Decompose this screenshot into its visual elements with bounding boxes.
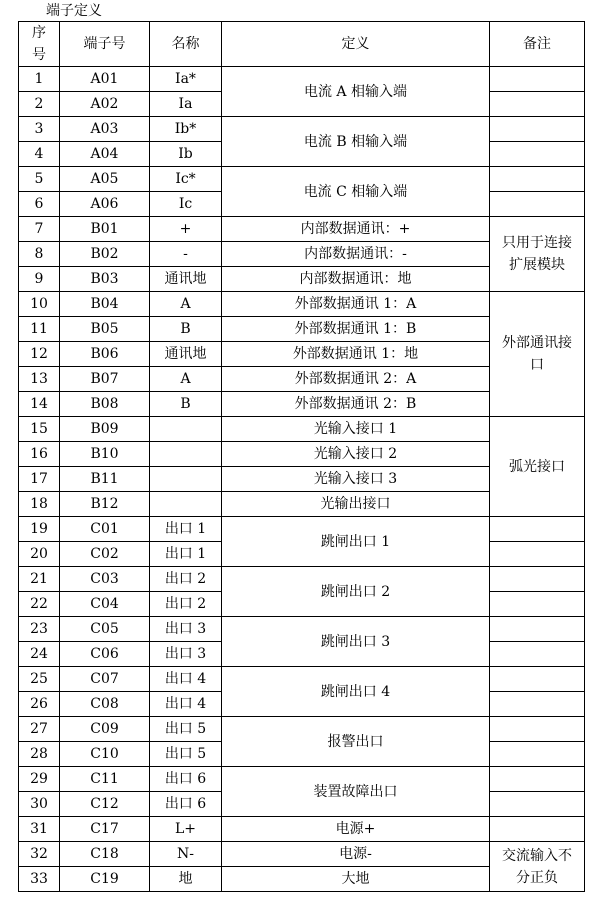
cell-terminal: C06 xyxy=(60,642,150,667)
cell-definition: 跳闸出口 3 xyxy=(222,617,490,667)
cell-definition: 电源- xyxy=(222,842,490,867)
cell-note xyxy=(490,717,585,742)
table-row xyxy=(19,567,585,592)
cell-terminal: B03 xyxy=(60,267,150,292)
cell-seq: 3 xyxy=(19,117,60,142)
cell-terminal: A01 xyxy=(60,67,150,92)
cell-seq: 25 xyxy=(19,667,60,692)
cell-terminal: A02 xyxy=(60,92,150,117)
cell-name: Ic xyxy=(150,192,222,217)
cell-terminal: C18 xyxy=(60,842,150,867)
cell-terminal: A03 xyxy=(60,117,150,142)
cell-terminal: C09 xyxy=(60,717,150,742)
cell-terminal: C08 xyxy=(60,692,150,717)
cell-definition: 跳闸出口 2 xyxy=(222,567,490,617)
cell-definition: 外部数据通讯 2：A xyxy=(222,367,490,392)
cell-seq: 23 xyxy=(19,617,60,642)
cell-seq: 4 xyxy=(19,142,60,167)
cell-terminal: C19 xyxy=(60,867,150,892)
cell-note xyxy=(490,517,585,542)
cell-seq: 26 xyxy=(19,692,60,717)
cell-note: 外部通讯接口 xyxy=(490,292,585,417)
cell-note xyxy=(490,742,585,767)
cell-name: + xyxy=(150,217,222,242)
table-row xyxy=(19,167,585,192)
table-caption: 端子定义 xyxy=(46,3,102,19)
cell-terminal: C01 xyxy=(60,517,150,542)
cell-name: B xyxy=(150,392,222,417)
table-body xyxy=(19,67,585,892)
cell-note: 交流输入不分正负 xyxy=(490,842,585,892)
cell-name: B xyxy=(150,317,222,342)
cell-terminal: B09 xyxy=(60,417,150,442)
header-name: 名称 xyxy=(150,22,222,67)
table-row xyxy=(19,842,585,867)
cell-name: Ic* xyxy=(150,167,222,192)
cell-note xyxy=(490,92,585,117)
cell-definition: 内部数据通讯：地 xyxy=(222,267,490,292)
cell-definition: 电流 C 相输入端 xyxy=(222,167,490,217)
cell-definition: 光输出接口 xyxy=(222,492,490,517)
cell-seq: 22 xyxy=(19,592,60,617)
table-row xyxy=(19,767,585,792)
table-row xyxy=(19,292,585,317)
cell-definition: 内部数据通讯：+ xyxy=(222,217,490,242)
cell-note xyxy=(490,542,585,567)
cell-name: 地 xyxy=(150,867,222,892)
cell-terminal: B11 xyxy=(60,467,150,492)
cell-name: N- xyxy=(150,842,222,867)
cell-note xyxy=(490,167,585,192)
cell-seq: 6 xyxy=(19,192,60,217)
cell-note xyxy=(490,667,585,692)
cell-terminal: B01 xyxy=(60,217,150,242)
cell-definition: 外部数据通讯 1：A xyxy=(222,292,490,317)
cell-seq: 5 xyxy=(19,167,60,192)
cell-name: 出口 3 xyxy=(150,642,222,667)
cell-definition: 光输入接口 3 xyxy=(222,467,490,492)
cell-terminal: B10 xyxy=(60,442,150,467)
cell-definition: 跳闸出口 4 xyxy=(222,667,490,717)
table-row xyxy=(19,817,585,842)
cell-name xyxy=(150,492,222,517)
cell-terminal: B08 xyxy=(60,392,150,417)
cell-terminal: C17 xyxy=(60,817,150,842)
cell-name: L+ xyxy=(150,817,222,842)
cell-seq: 27 xyxy=(19,717,60,742)
table-row xyxy=(19,217,585,242)
cell-note xyxy=(490,692,585,717)
cell-seq: 21 xyxy=(19,567,60,592)
cell-name: 出口 1 xyxy=(150,517,222,542)
cell-name: 出口 3 xyxy=(150,617,222,642)
cell-note xyxy=(490,67,585,92)
cell-seq: 1 xyxy=(19,67,60,92)
cell-name xyxy=(150,467,222,492)
cell-note xyxy=(490,817,585,842)
cell-seq: 24 xyxy=(19,642,60,667)
cell-seq: 9 xyxy=(19,267,60,292)
cell-seq: 19 xyxy=(19,517,60,542)
header-terminal: 端子号 xyxy=(60,22,150,67)
cell-terminal: C10 xyxy=(60,742,150,767)
cell-note xyxy=(490,192,585,217)
cell-terminal: C11 xyxy=(60,767,150,792)
cell-name xyxy=(150,442,222,467)
cell-definition: 光输入接口 1 xyxy=(222,417,490,442)
cell-name: 出口 6 xyxy=(150,792,222,817)
table-row xyxy=(19,667,585,692)
cell-terminal: A06 xyxy=(60,192,150,217)
cell-terminal: B04 xyxy=(60,292,150,317)
cell-name: 出口 6 xyxy=(150,767,222,792)
table-row xyxy=(19,67,585,92)
cell-seq: 30 xyxy=(19,792,60,817)
cell-seq: 20 xyxy=(19,542,60,567)
cell-terminal: C04 xyxy=(60,592,150,617)
cell-note xyxy=(490,142,585,167)
cell-seq: 18 xyxy=(19,492,60,517)
cell-seq: 17 xyxy=(19,467,60,492)
cell-note xyxy=(490,792,585,817)
cell-name: 通讯地 xyxy=(150,342,222,367)
cell-note xyxy=(490,117,585,142)
cell-seq: 28 xyxy=(19,742,60,767)
cell-name: 出口 2 xyxy=(150,567,222,592)
cell-note xyxy=(490,592,585,617)
cell-name: 出口 4 xyxy=(150,692,222,717)
cell-seq: 29 xyxy=(19,767,60,792)
cell-name: 通讯地 xyxy=(150,267,222,292)
cell-terminal: C07 xyxy=(60,667,150,692)
cell-name: Ia xyxy=(150,92,222,117)
cell-note xyxy=(490,642,585,667)
cell-note: 弧光接口 xyxy=(490,417,585,517)
cell-name: 出口 4 xyxy=(150,667,222,692)
cell-definition: 光输入接口 2 xyxy=(222,442,490,467)
cell-seq: 33 xyxy=(19,867,60,892)
header-seq: 序号 xyxy=(19,22,60,67)
cell-terminal: A04 xyxy=(60,142,150,167)
cell-name: 出口 5 xyxy=(150,742,222,767)
table-row xyxy=(19,117,585,142)
cell-name: 出口 2 xyxy=(150,592,222,617)
cell-seq: 13 xyxy=(19,367,60,392)
cell-terminal: B05 xyxy=(60,317,150,342)
cell-name: Ib xyxy=(150,142,222,167)
cell-seq: 11 xyxy=(19,317,60,342)
cell-note xyxy=(490,567,585,592)
cell-note: 只用于连接扩展模块 xyxy=(490,217,585,292)
cell-note xyxy=(490,617,585,642)
cell-name: Ib* xyxy=(150,117,222,142)
cell-name xyxy=(150,417,222,442)
cell-terminal: C12 xyxy=(60,792,150,817)
cell-definition: 外部数据通讯 2：B xyxy=(222,392,490,417)
cell-seq: 32 xyxy=(19,842,60,867)
cell-definition: 电源+ xyxy=(222,817,490,842)
table-row xyxy=(19,617,585,642)
cell-terminal: C05 xyxy=(60,617,150,642)
table-row xyxy=(19,717,585,742)
cell-seq: 10 xyxy=(19,292,60,317)
cell-note xyxy=(490,767,585,792)
cell-definition: 电流 B 相输入端 xyxy=(222,117,490,167)
cell-seq: 12 xyxy=(19,342,60,367)
cell-terminal: C02 xyxy=(60,542,150,567)
cell-seq: 7 xyxy=(19,217,60,242)
header-row xyxy=(19,22,585,67)
cell-definition: 跳闸出口 1 xyxy=(222,517,490,567)
cell-definition: 内部数据通讯：- xyxy=(222,242,490,267)
cell-name: A xyxy=(150,367,222,392)
cell-name: A xyxy=(150,292,222,317)
cell-definition: 外部数据通讯 1：B xyxy=(222,317,490,342)
cell-definition: 装置故障出口 xyxy=(222,767,490,817)
table-row xyxy=(19,517,585,542)
cell-seq: 2 xyxy=(19,92,60,117)
cell-seq: 31 xyxy=(19,817,60,842)
cell-definition: 外部数据通讯 1：地 xyxy=(222,342,490,367)
cell-terminal: B12 xyxy=(60,492,150,517)
terminal-definition-table xyxy=(18,21,585,892)
header-definition: 定义 xyxy=(222,22,490,67)
cell-definition: 报警出口 xyxy=(222,717,490,767)
cell-seq: 8 xyxy=(19,242,60,267)
cell-seq: 14 xyxy=(19,392,60,417)
cell-name: - xyxy=(150,242,222,267)
cell-name: Ia* xyxy=(150,67,222,92)
cell-terminal: B06 xyxy=(60,342,150,367)
cell-terminal: A05 xyxy=(60,167,150,192)
cell-name: 出口 1 xyxy=(150,542,222,567)
cell-name: 出口 5 xyxy=(150,717,222,742)
cell-definition: 电流 A 相输入端 xyxy=(222,67,490,117)
cell-seq: 15 xyxy=(19,417,60,442)
cell-terminal: C03 xyxy=(60,567,150,592)
cell-terminal: B02 xyxy=(60,242,150,267)
table-row xyxy=(19,417,585,442)
cell-definition: 大地 xyxy=(222,867,490,892)
cell-seq: 16 xyxy=(19,442,60,467)
header-note: 备注 xyxy=(490,22,585,67)
cell-terminal: B07 xyxy=(60,367,150,392)
